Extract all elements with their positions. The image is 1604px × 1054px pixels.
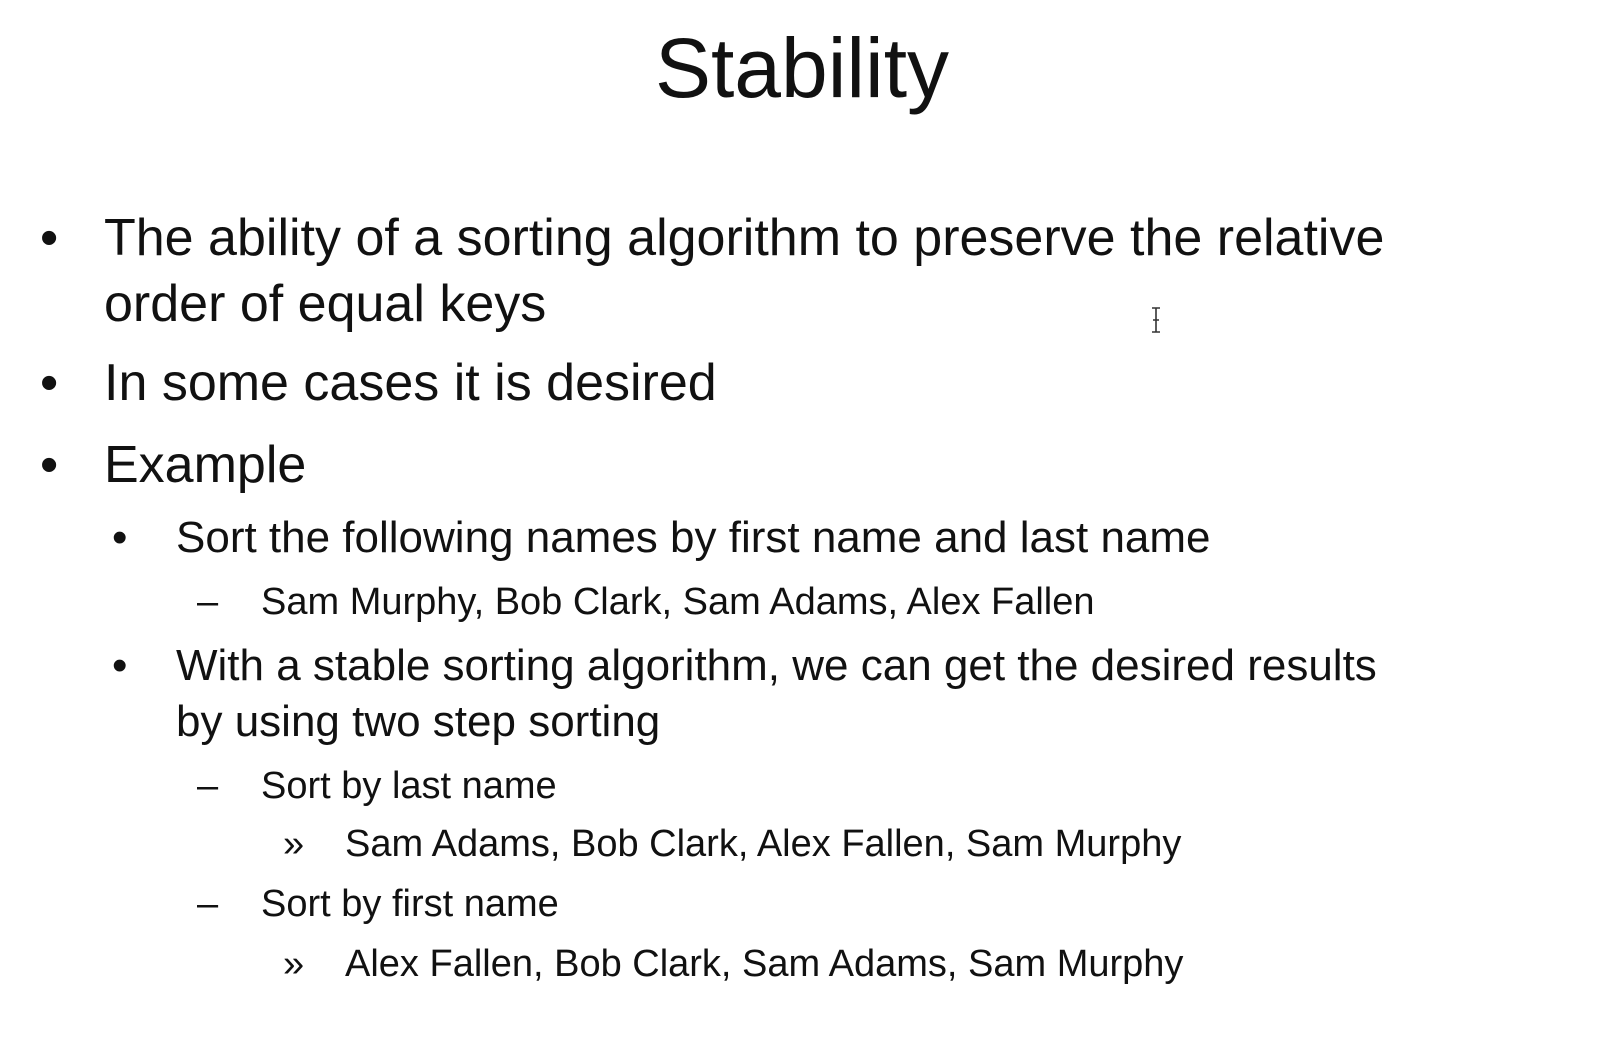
result-first-name-sort (283, 940, 1483, 988)
result-text: Alex Fallen, Bob Clark, Sam Adams, Sam Murphy (345, 943, 1184, 985)
bullet-desired (40, 350, 1540, 416)
subbullet-stable-sorting (112, 638, 1592, 750)
dash-marker: – (197, 883, 219, 925)
dash-item-text: Sam Murphy, Bob Clark, Sam Adams, Alex Fallen (261, 581, 1095, 623)
bullet-marker: • (40, 354, 59, 412)
dash-marker: – (197, 765, 219, 807)
bullet-example (40, 432, 1540, 498)
bullet-marker: • (40, 436, 59, 494)
subbullet-text: Sort the following names by first name and last name (176, 513, 1211, 562)
bullet-text: Example (104, 436, 307, 494)
slide-title: Stability (654, 21, 950, 115)
subbullet-sort-names (112, 510, 1562, 566)
chevron-marker: » (283, 943, 305, 985)
bullet-marker: • (112, 513, 128, 562)
subbullet-text-line-2: by using two step sorting (176, 697, 661, 746)
dash-item-text: Sort by first name (261, 883, 559, 925)
subbullet-text-line-1: With a stable sorting algorithm, we can get the desired results (176, 641, 1377, 690)
text-cursor-icon (1150, 307, 1162, 333)
dash-marker: – (197, 581, 219, 623)
bullet-marker: • (112, 641, 128, 690)
bullet-text-line-2: order of equal keys (104, 275, 547, 333)
dash-item-names-list (197, 578, 1497, 626)
dash-item-sort-last-name (197, 762, 1397, 810)
bullet-text: In some cases it is desired (104, 354, 717, 412)
chevron-marker: » (283, 823, 305, 865)
bullet-marker: • (40, 209, 59, 267)
bullet-text-line-1: The ability of a sorting algorithm to preserve the relative (104, 209, 1385, 267)
dash-item-sort-first-name (197, 880, 1397, 928)
result-text: Sam Adams, Bob Clark, Alex Fallen, Sam Murphy (345, 823, 1182, 865)
dash-item-text: Sort by last name (261, 765, 557, 807)
bullet-ability (40, 205, 1600, 337)
result-last-name-sort (283, 820, 1483, 868)
